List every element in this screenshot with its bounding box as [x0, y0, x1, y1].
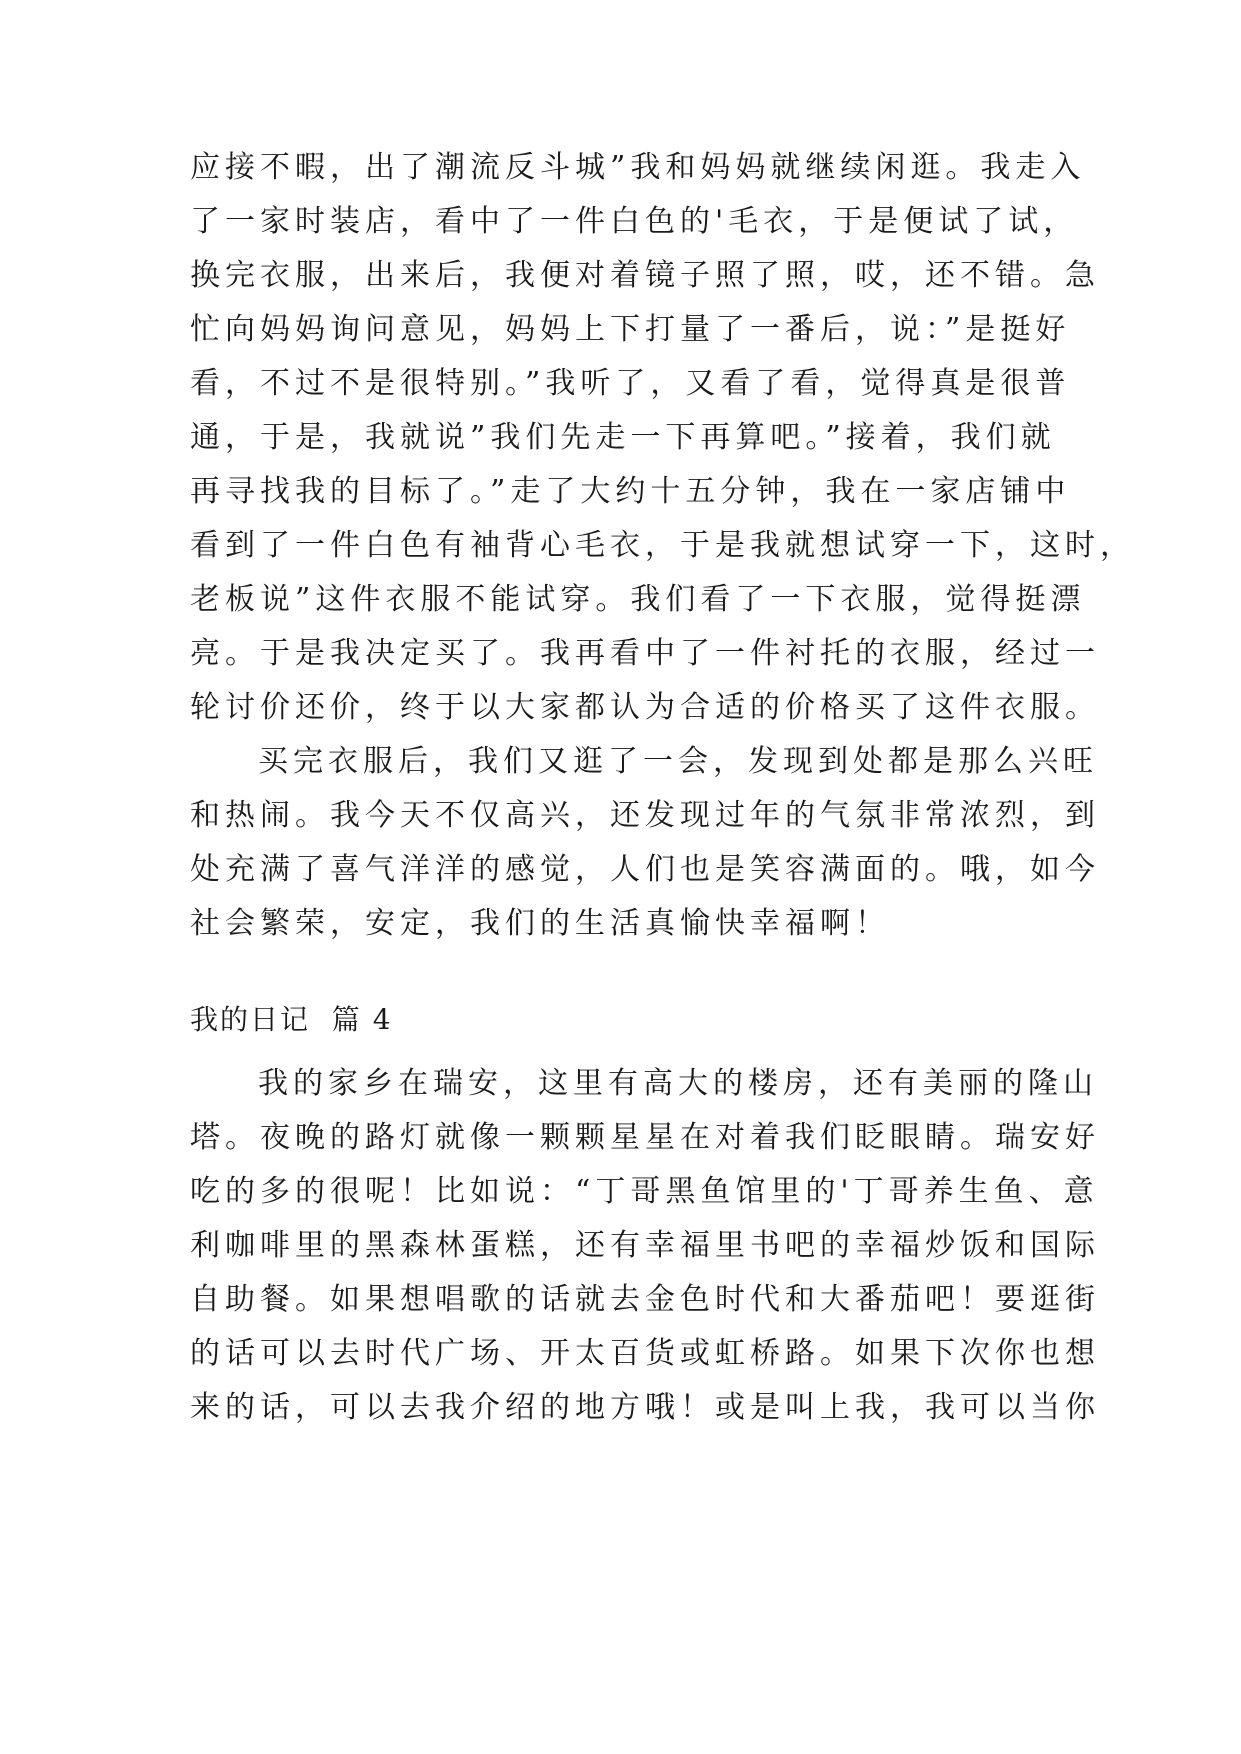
paragraph-line: 处充满了喜气洋洋的感觉，人们也是笑容满面的。哦，如今: [190, 852, 1100, 887]
paragraph-line: 的话可以去时代广场、开太百货或虹桥路。如果下次你也想: [190, 1336, 1100, 1371]
paragraph-line: 轮讨价还价，终于以大家都认为合适的价格买了这件衣服。: [190, 690, 1100, 725]
paragraph-line: 再寻找我的目标了。”走了大约十五分钟，我在一家店铺中: [190, 474, 1071, 509]
paragraph-line: 看到了一件白色有袖背心毛衣，于是我就想试穿一下，这时，: [190, 528, 1135, 563]
paragraph-line: 我的家乡在瑞安，这里有高大的楼房，还有美丽的隆山: [258, 1066, 1098, 1101]
paragraph-line: 买完衣服后，我们又逛了一会，发现到处都是那么兴旺: [258, 744, 1098, 779]
paragraph-line: 亮。于是我决定买了。我再看中了一件衬托的衣服，经过一: [190, 636, 1100, 671]
paragraph-line: 应接不暇，出了潮流反斗城”我和妈妈就继续闲逛。我走入: [190, 150, 1086, 185]
paragraph-line: 利咖啡里的黑森林蛋糕，还有幸福里书吧的幸福炒饭和国际: [190, 1228, 1100, 1263]
paragraph-line: 老板说”这件衣服不能试穿。我们看了一下衣服，觉得挺漂: [190, 582, 1086, 617]
paragraph-line: 忙向妈妈询问意见，妈妈上下打量了一番后，说：”是挺好: [190, 312, 1071, 347]
paragraph-line: 社会繁荣，安定，我们的生活真愉快幸福啊！: [190, 906, 890, 941]
paragraph-line: 换完衣服，出来后，我便对着镜子照了照，哎，还不错。急: [190, 258, 1100, 293]
paragraph-line: 自助餐。如果想唱歌的话就去金色时代和大番茄吧！要逛街: [190, 1282, 1100, 1317]
paragraph-line: 和热闹。我今天不仅高兴，还发现过年的气氛非常浓烈，到: [190, 798, 1100, 833]
paragraph-line: 看，不过不是很特别。”我听了，又看了看，觉得真是很普: [190, 366, 1071, 401]
section-title: 我的日记 篇 4: [190, 1003, 393, 1036]
paragraph-line: 来的话，可以去我介绍的地方哦！或是叫上我，我可以当你: [190, 1390, 1100, 1425]
paragraph-line: 通，于是，我就说”我们先走一下再算吧。”接着，我们就: [190, 420, 1056, 455]
paragraph-line: 了一家时装店，看中了一件白色的'毛衣，于是便试了试，: [190, 204, 1079, 239]
paragraph-line: 塔。夜晚的路灯就像一颗颗星星在对着我们眨眼睛。瑞安好: [190, 1120, 1100, 1155]
paragraph-line: 吃的多的很呢！比如说：“丁哥黑鱼馆里的'丁哥养生鱼、意: [190, 1174, 1099, 1209]
